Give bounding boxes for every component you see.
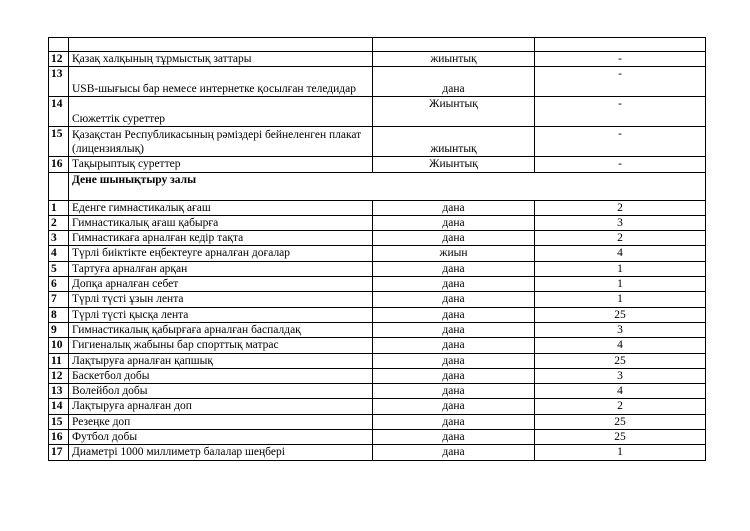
item-name: Гимнастикаға арналған кедір тақта [69,231,373,246]
table-row [49,368,706,383]
row-number: 16 [49,157,69,172]
item-unit: дана [373,414,535,429]
table-row [49,67,706,97]
row-number: 11 [49,353,69,368]
document-page [48,37,706,461]
row-number: 12 [49,52,69,67]
item-unit: Жиынтық [373,157,535,172]
item-name: Гимнастикалық қабырғаға арналған баспалдақ [69,322,373,337]
item-quantity: - [535,97,706,127]
item-unit: дана [373,277,535,292]
item-unit: дана [373,399,535,414]
item-unit: дана [373,368,535,383]
row-number: 2 [49,215,69,230]
table-row [49,97,706,127]
item-name: Түрлі түсті қысқа лента [69,307,373,322]
item-name: Баскетбол добы [69,368,373,383]
empty-cell [373,38,535,52]
table-row [49,307,706,322]
item-unit: дана [373,430,535,445]
row-number: 15 [49,414,69,429]
section-title: Дене шынықтыру залы [69,172,706,200]
row-number: 3 [49,231,69,246]
item-name: Волейбол добы [69,384,373,399]
item-name: Гигиеналық жабыны бар спорттық матрас [69,338,373,353]
row-number: 7 [49,292,69,307]
item-name: Лақтыруға арналған доп [69,399,373,414]
row-number: 13 [49,384,69,399]
item-unit: дана [373,322,535,337]
item-quantity: 1 [535,292,706,307]
table-row [49,353,706,368]
item-quantity: 2 [535,399,706,414]
item-quantity: 25 [535,353,706,368]
row-number: 8 [49,307,69,322]
item-quantity: 1 [535,277,706,292]
item-name: Гимнастикалық ағаш қабырға [69,215,373,230]
table-row-empty [49,38,706,52]
item-quantity: 4 [535,246,706,261]
item-unit: жиын [373,246,535,261]
item-quantity: - [535,67,706,97]
item-name: Қазақстан Республикасының рәміздері бейнеленген плакат (лицензиялық) [69,127,373,157]
item-quantity: - [535,157,706,172]
table-row [49,231,706,246]
item-quantity: 25 [535,414,706,429]
row-number: 16 [49,430,69,445]
item-name: Допқа арналған себет [69,277,373,292]
item-name: Диаметрі 1000 миллиметр балалар шеңбері [69,445,373,460]
item-unit: дана [373,231,535,246]
item-quantity: 3 [535,368,706,383]
item-name: Футбол добы [69,430,373,445]
item-unit: дана [373,200,535,215]
item-name: Түрлі түсті ұзын лента [69,292,373,307]
item-unit: жиынтық [373,52,535,67]
item-name: Тартуға арналған арқан [69,261,373,276]
row-number: 14 [49,97,69,127]
item-name: Қазақ халқының тұрмыстық заттары [69,52,373,67]
row-number: 5 [49,261,69,276]
row-number: 12 [49,368,69,383]
table-row [49,322,706,337]
item-unit: дана [373,384,535,399]
item-name: Резеңке доп [69,414,373,429]
item-quantity: 25 [535,430,706,445]
item-unit: дана [373,261,535,276]
empty-cell [535,38,706,52]
table-row [49,430,706,445]
section-header-row [49,172,706,200]
item-quantity: 4 [535,384,706,399]
row-number: 6 [49,277,69,292]
item-unit: Жиынтық [373,97,535,127]
item-unit: дана [373,215,535,230]
item-name: Тақырыптық суреттер [69,157,373,172]
table-row [49,292,706,307]
item-unit: дана [373,292,535,307]
item-quantity: 3 [535,322,706,337]
equipment-table [48,37,706,461]
table-row [49,261,706,276]
empty-cell [49,172,69,200]
item-quantity: 2 [535,231,706,246]
table-row [49,215,706,230]
row-number: 10 [49,338,69,353]
item-unit: дана [373,67,535,97]
row-number: 17 [49,445,69,460]
item-quantity: 1 [535,261,706,276]
item-name: Еденге гимнастикалық ағаш [69,200,373,215]
item-quantity: - [535,127,706,157]
item-unit: дана [373,445,535,460]
row-number: 1 [49,200,69,215]
table-row [49,52,706,67]
item-quantity: 2 [535,200,706,215]
item-name: USB-шығысы бар немесе интернетке қосылған теледидар [69,67,373,97]
table-row [49,384,706,399]
table-row [49,246,706,261]
item-quantity: 1 [535,445,706,460]
table-row [49,414,706,429]
item-quantity: 25 [535,307,706,322]
table-row [49,200,706,215]
item-quantity: 3 [535,215,706,230]
row-number: 13 [49,67,69,97]
table-row [49,127,706,157]
row-number: 15 [49,127,69,157]
row-number: 4 [49,246,69,261]
table-row [49,338,706,353]
table-row [49,399,706,414]
item-unit: дана [373,307,535,322]
table-row [49,157,706,172]
item-quantity: - [535,52,706,67]
table-row [49,445,706,460]
item-unit: жиынтық [373,127,535,157]
empty-cell [69,38,373,52]
empty-cell [49,38,69,52]
item-unit: дана [373,353,535,368]
table-row [49,277,706,292]
item-name: Лақтыруға арналған қапшық [69,353,373,368]
item-quantity: 4 [535,338,706,353]
item-name: Сюжеттік суреттер [69,97,373,127]
row-number: 14 [49,399,69,414]
row-number: 9 [49,322,69,337]
item-unit: дана [373,338,535,353]
item-name: Түрлі биіктікте еңбектеуге арналған доғалар [69,246,373,261]
gym-equipment-rows [49,200,706,460]
